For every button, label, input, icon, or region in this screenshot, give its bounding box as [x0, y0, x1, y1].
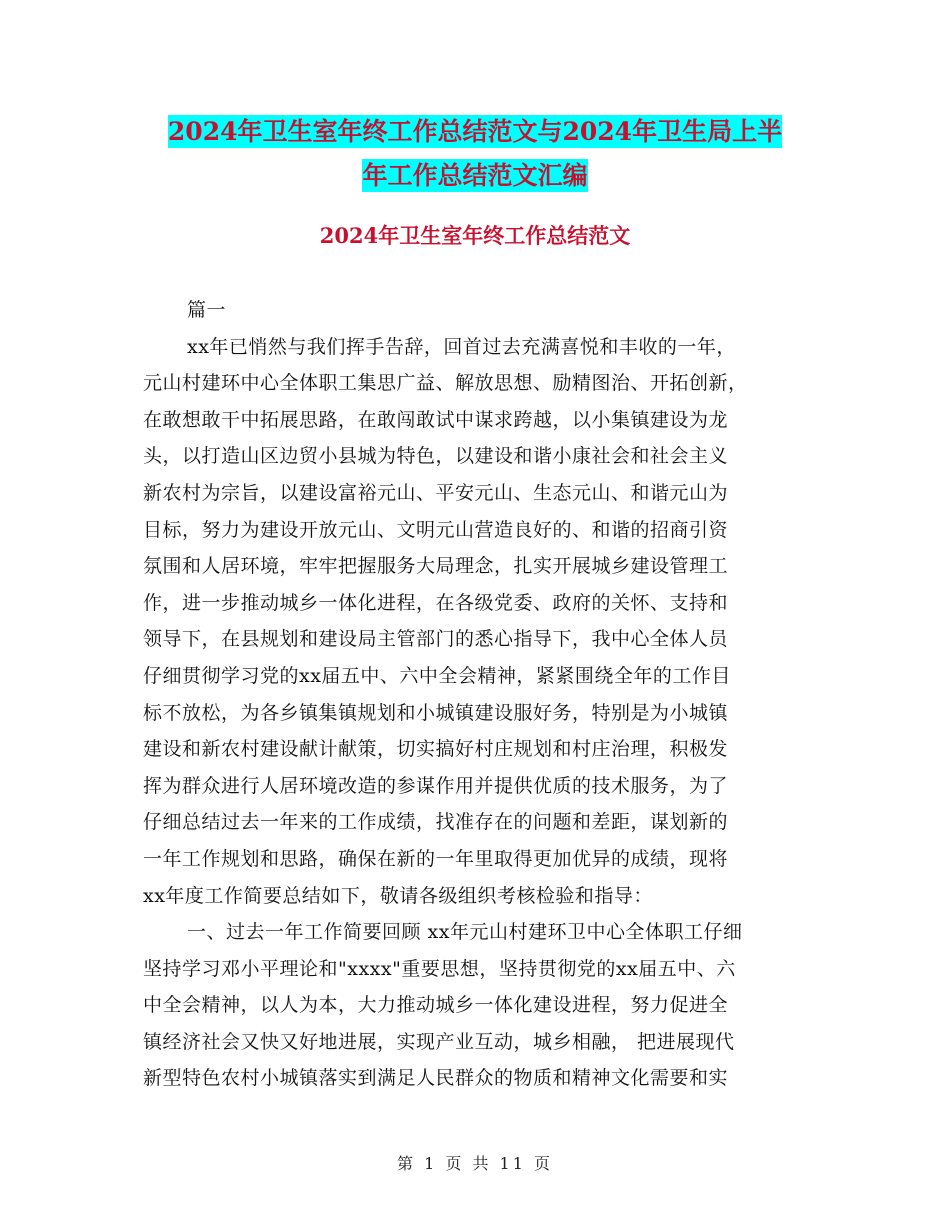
document-body [143, 292, 803, 1097]
title-highlight-1: 2024年卫生室年终工作总结范文与2024年卫生局上半 [167, 117, 783, 146]
body-line: 仔细总结过去一年来的工作成绩，找准存在的问题和差距，谋划新的 [143, 811, 729, 834]
body-line: 氛围和人居环境，牢牢把握服务大局理念，扎实开展城乡建设管理工 [143, 555, 729, 578]
body-line: 新型特色农村小城镇落实到满足人民群众的物质和精神文化需要和实 [143, 1067, 729, 1090]
body-line: 一年工作规划和思路，确保在新的一年里取得更加优异的成绩，现将 [143, 847, 729, 870]
title-highlight-2: 年工作总结范文汇编 [362, 161, 588, 190]
body-line: xx年度工作简要总结如下，敬请各级组织考核检验和指导： [143, 884, 653, 907]
body-line: 在敢想敢干中拓展思路，在敢闯敢试中谋求跨越，以小集镇建设为龙 [143, 408, 729, 431]
body-line: 元山村建环中心全体职工集思广益、解放思想、励精图治、开拓创新， [143, 372, 748, 395]
body-line: 坚持学习邓小平理论和"xxxx"重要思想，坚持贯彻党的xx届五中、六 [143, 957, 736, 980]
body-line: xx年已悄然与我们挥手告辞，回首过去充满喜悦和丰收的一年， [187, 335, 736, 358]
section-title: 2024年卫生室年终工作总结范文 [319, 223, 631, 248]
body-line: 中全会精神，以人为本，大力推动城乡一体化建设进程，努力促进全 [143, 994, 729, 1017]
body-line: 作，进一步推动城乡一体化进程，在各级党委、政府的关怀、支持和 [143, 591, 729, 614]
body-line: 头，以打造山区边贸小县城为特色，以建设和谐小康社会和社会主义 [143, 445, 729, 468]
body-line: 领导下，在县规划和建设局主管部门的悉心指导下，我中心全体人员 [143, 628, 729, 651]
body-line: 仔细贯彻学习党的xx届五中、六中全会精神，紧紧围绕全年的工作目 [143, 664, 731, 687]
body-line: 镇经济社会又快又好地进展，实现产业互动，城乡相融， 把进展现代 [143, 1030, 735, 1053]
page-footer: 第 1 页 共 11 页 [397, 1154, 553, 1173]
body-line: 目标，努力为建设开放元山、文明元山营造良好的、和谐的招商引资 [143, 518, 729, 541]
paragraph-label: 篇一 [187, 299, 227, 321]
document-title-line-2 [0, 151, 950, 201]
body-line: 挥为群众进行人居环境改造的参谋作用并提供优质的技术服务，为了 [143, 774, 729, 797]
document-title-line-1 [0, 107, 950, 157]
body-line: 新农村为宗旨，以建设富裕元山、平安元山、生态元山、和谐元山为 [143, 481, 729, 504]
body-line: 标不放松，为各乡镇集镇规划和小城镇建设服好务，特别是为小城镇 [143, 701, 729, 724]
body-line: 一、过去一年工作简要回顾 xx年元山村建环卫中心全体职工仔细 [187, 921, 743, 944]
body-line: 建设和新农村建设献计献策，切实搞好村庄规划和村庄治理，积极发 [143, 738, 729, 761]
